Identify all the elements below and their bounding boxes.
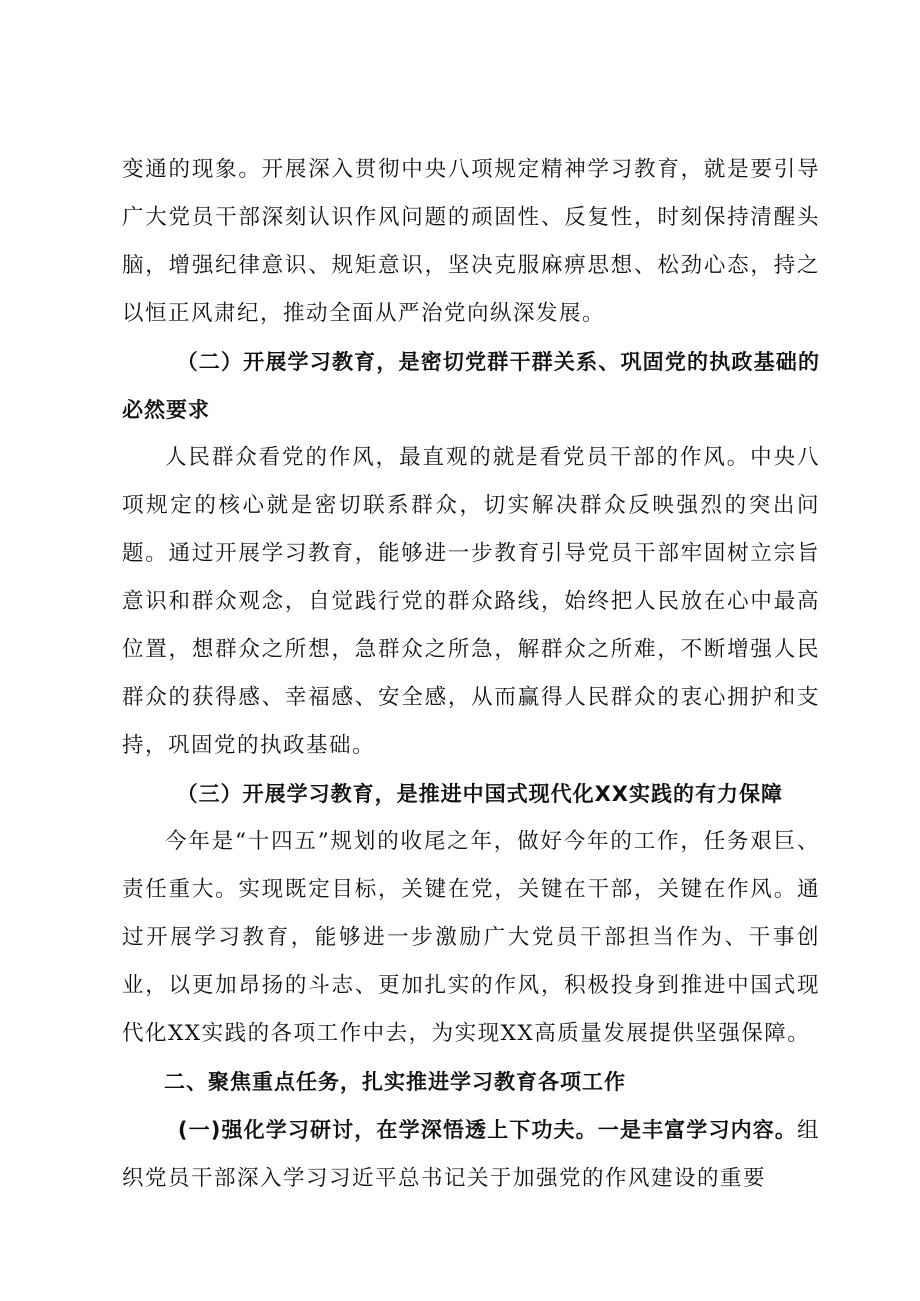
paragraph-2: 人民群众看党的作风，最直观的就是看党员干部的作风。中央八项规定的核心就是密切联系群众，切实解决群众反映强烈的突出问题。通过开展学习教育，能够进一步教育引导党员干部牢固树立宗旨意识和群众观念，自觉践行党的群众路线，始终把人民放在心中最高位置，想群众之所想，急群众之所急，解群众之所难，不断增强人民群众的获得感、幸福感、安全感，从而赢得人民群众的衷心拥护和支持，巩固党的执政基础。 [122,445,820,758]
paragraph-3: 今年是“十四五”规划的收尾之年，做好今年的工作，任务艰巨、责任重大。实现既定目标，关键在党，关键在干部，关键在作风。通过开展学习教育，能够进一步激励广大党员干部担当作为、干事创业，以更加昂扬的斗志、更加扎实的作风，积极投身到推进中国式现代化XX实践的各项工作中去，为实现XX高质量发展提供坚强保障。 [122,829,820,1046]
subheading-2: （二）开展学习教育，是密切党群干群关系、巩固党的执政基础的必然要求 [122,350,820,422]
subheading-3: （三）开展学习教育，是推进中国式现代化XX实践的有力保障 [176,782,783,806]
paragraph-4 [122,1106,820,1203]
section-heading-2: 二、聚焦重点任务，扎实推进学习教育各项工作 [164,1070,626,1094]
paragraph-continuation: 变通的现象。开展深入贯彻中央八项规定精神学习教育，就是要引导广大党员干部深刻认识作风问题的顽固性、反复性，时刻保持清醒头脑，增强纪律意识、规矩意识，坚决克服麻痹思想、松劲心态，持之以恒正风肃纪，推动全面从严治党向纵深发展。 [122,157,820,326]
paragraph-4-lead: (一)强化学习研讨，在学深悟透上下功夫。一是丰富学习内容。 [177,1118,797,1142]
paragraph-4-text: 组织党员干部深入学习习近平总书记关于加强党的作风建设的重要 [122,1118,820,1191]
document-body [122,146,820,1203]
